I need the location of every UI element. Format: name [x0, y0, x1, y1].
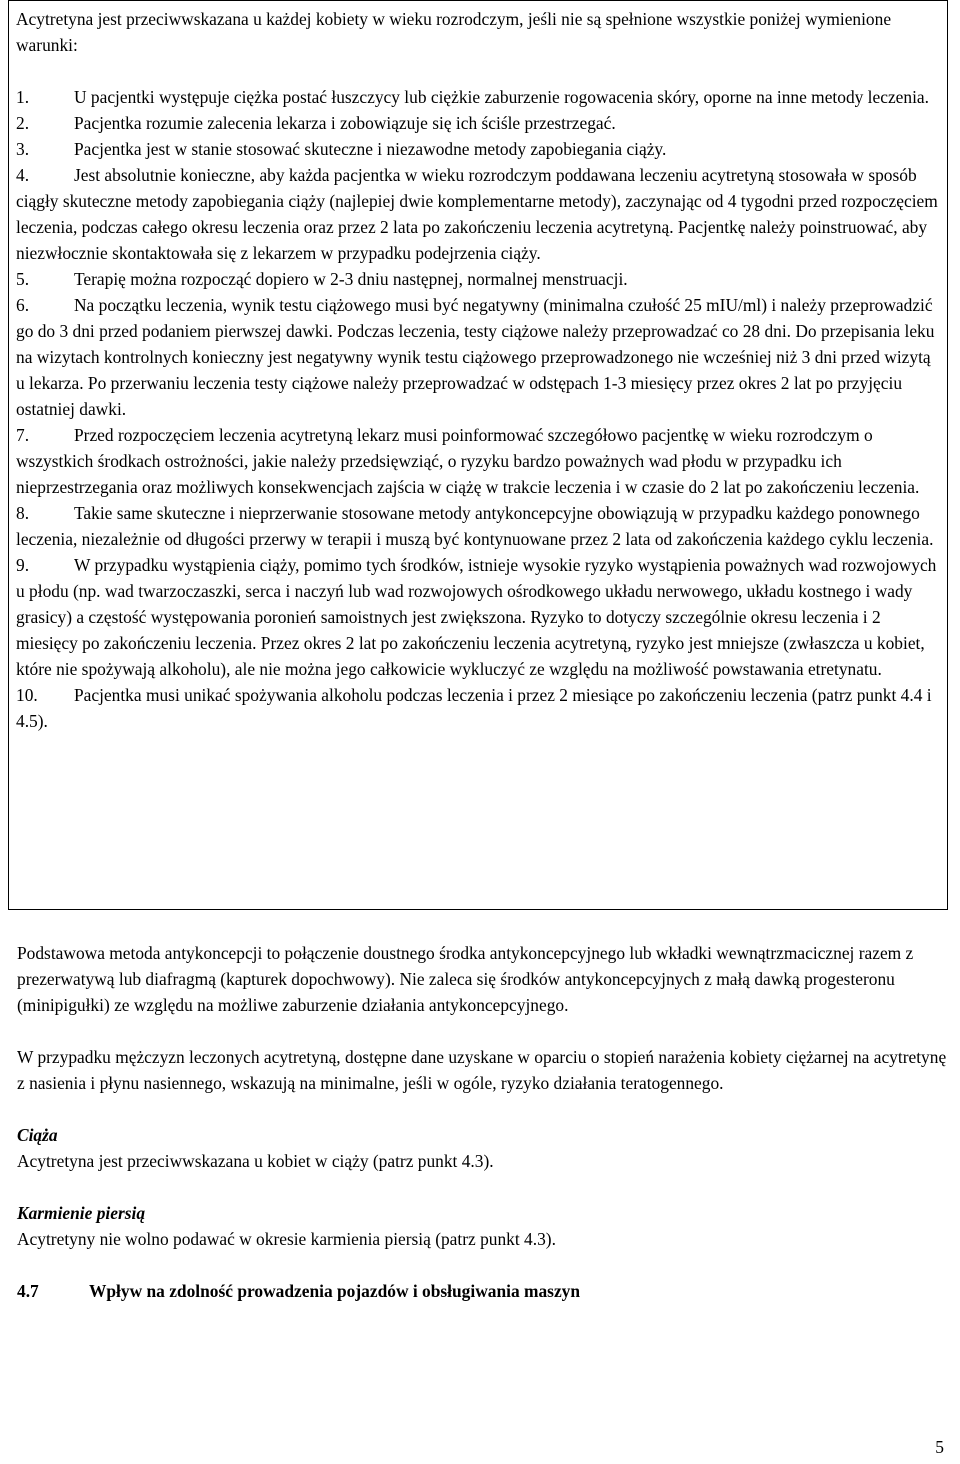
section-title: Wpływ na zdolność prowadzenia pojazdów i obsługiwania maszyn [89, 1281, 581, 1301]
spacer [17, 1096, 947, 1122]
item-text: Przed rozpoczęciem leczenia acytretyną lekarz musi poinformować szczegółowo pacjentkę w wieku rozrodczym o wszystkich środkach ostrożności, jakie należy przedsięwziąć, o ryzyku bardzo poważnych wad płodu w przypadku ich nieprzestrzegania oraz możliwych konsekwencjach zajścia w ciążę w trakcie leczenia i w czasie do 2 lat po zakończeniu leczenia. [16, 425, 920, 497]
list-item [16, 136, 942, 162]
list-item [16, 682, 942, 734]
list-item [16, 422, 942, 500]
list-item [16, 110, 942, 136]
contraindication-box [8, 0, 948, 910]
section-number: 4.7 [17, 1281, 39, 1301]
item-number: 6. [16, 295, 30, 315]
conditions-list [16, 84, 942, 734]
list-item [16, 162, 942, 266]
spacer [17, 1174, 947, 1200]
item-number: 10. [16, 685, 38, 705]
item-text: Takie same skuteczne i nieprzerwanie stosowane metody antykoncepcyjne obowiązują w przypadku każdego ponownego leczenia, niezależnie od długości przerwy w terapii i muszą być kontynuowane przez 2 lata od zakończenia każdego cyklu leczenia. [16, 503, 934, 549]
contraception-paragraph: Podstawowa metoda antykoncepcji to połączenie doustnego środka antykoncepcyjnego lub wkładki wewnątrzmacicznej razem z prezerwatywą lub diafragmą (kapturek dopochwowy). Nie zaleca się środków antykoncepcyjnych z małą dawką progesteronu (minipigułki) ze względu na możliwe zaburzenie działania antykoncepcyjnego. [17, 943, 914, 1015]
list-item [16, 84, 942, 110]
item-text: Terapię można rozpocząć dopiero w 2-3 dniu następnej, normalnej menstruacji. [74, 269, 628, 289]
item-text: Jest absolutnie konieczne, aby każda pacjentka w wieku rozrodczym poddawana leczeniu acytretyną stosowała w sposób ciągły skuteczne metody zapobiegania ciąży (najlepiej dwie komplementarne metody), zaczynając od 4 tygodni przed rozpoczęciem leczenia, podczas całego okresu leczenia oraz przez 2 lata po zakończeniu leczenia acytretyną. Pacjentkę należy poinstruować, aby niezwłocznie skontaktowała się z lekarzem w przypadku podejrzenia ciąży. [16, 165, 938, 263]
list-item [16, 500, 942, 552]
item-number: 8. [16, 503, 30, 523]
item-text: Pacjentka musi unikać spożywania alkoholu podczas leczenia i przez 2 miesiące po zakończeniu leczenia (patrz punkt 4.4 i 4.5). [16, 685, 932, 731]
box-intro: Acytretyna jest przeciwwskazana u każdej kobiety w wieku rozrodczym, jeśli nie są spełnione wszystkie poniżej wymienione warunki: [16, 9, 892, 55]
spacer [17, 1018, 947, 1044]
list-item [16, 552, 942, 682]
item-number: 3. [16, 139, 30, 159]
item-number: 7. [16, 425, 30, 445]
page-number: 5 [935, 1437, 944, 1457]
spacer [17, 1252, 947, 1278]
section-heading [17, 1278, 947, 1304]
item-number: 1. [16, 87, 30, 107]
breastfeeding-text: Acytretyny nie wolno podawać w okresie karmienia piersią (patrz punkt 4.3). [17, 1229, 556, 1249]
item-text: W przypadku wystąpienia ciąży, pomimo tych środków, istnieje wysokie ryzyko wystąpienia poważnych wad rozwojowych u płodu (np. wad twarzoczaszki, serca i naczyń lub wad rozwojowych ośrodkowego układu nerwowego, układu kostnego i wady grasicy) a częstość występowania poronień samoistnych jest zwiększona. Ryzyko to dotyczy szczególnie okresu leczenia i 2 miesięcy po zakończeniu leczenia. Przez okres 2 lat po zakończeniu leczenia acytretyną, ryzyko jest mniejsze (zwłaszcza u kobiet, które nie spożywają alkoholu), ale nie można jego całkowicie wykluczyć ze względu na możliwość powstawania etretynatu. [16, 555, 937, 679]
pregnancy-text: Acytretyna jest przeciwwskazana u kobiet w ciąży (patrz punkt 4.3). [17, 1151, 494, 1171]
men-paragraph: W przypadku mężczyzn leczonych acytretyną, dostępne dane uzyskane w oparciu o stopień narażenia kobiety ciężarnej na acytretynę z nasienia i płynu nasiennego, wskazują na minimalne, jeśli w ogóle, ryzyko działania teratogennego. [17, 1047, 947, 1093]
list-item [16, 292, 942, 422]
item-text: U pacjentki występuje ciężka postać łuszczycy lub ciężkie zaburzenie rogowacenia skóry, oporne na inne metody leczenia. [74, 87, 929, 107]
item-number: 5. [16, 269, 30, 289]
item-number: 9. [16, 555, 30, 575]
item-text: Na początku leczenia, wynik testu ciążowego musi być negatywny (minimalna czułość 25 mIU/ml) i należy przeprowadzić go do 3 dni przed podaniem pierwszej dawki. Podczas leczenia, testy ciążowe należy przeprowadzać co 28 dni. Do przepisania leku na wizytach kontrolnych konieczny jest negatywny wynik testu ciążowego przeprowadzonego nie wcześniej niż 3 dni przed wizytą u lekarza. Po przerwaniu leczenia testy ciążowe należy przeprowadzać w odstępach 1-3 miesięcy przez okres 2 lat po przyjęciu ostatniej dawki. [16, 295, 935, 419]
item-text: Pacjentka rozumie zalecenia lekarza i zobowiązuje się ich ściśle przestrzegać. [74, 113, 616, 133]
spacer [16, 58, 942, 84]
breastfeeding-heading: Karmienie piersią [17, 1203, 146, 1223]
list-item [16, 266, 942, 292]
item-number: 2. [16, 113, 30, 133]
body-text [17, 940, 947, 1304]
item-number: 4. [16, 165, 30, 185]
pregnancy-heading: Ciąża [17, 1125, 58, 1145]
item-text: Pacjentka jest w stanie stosować skuteczne i niezawodne metody zapobiegania ciąży. [74, 139, 667, 159]
